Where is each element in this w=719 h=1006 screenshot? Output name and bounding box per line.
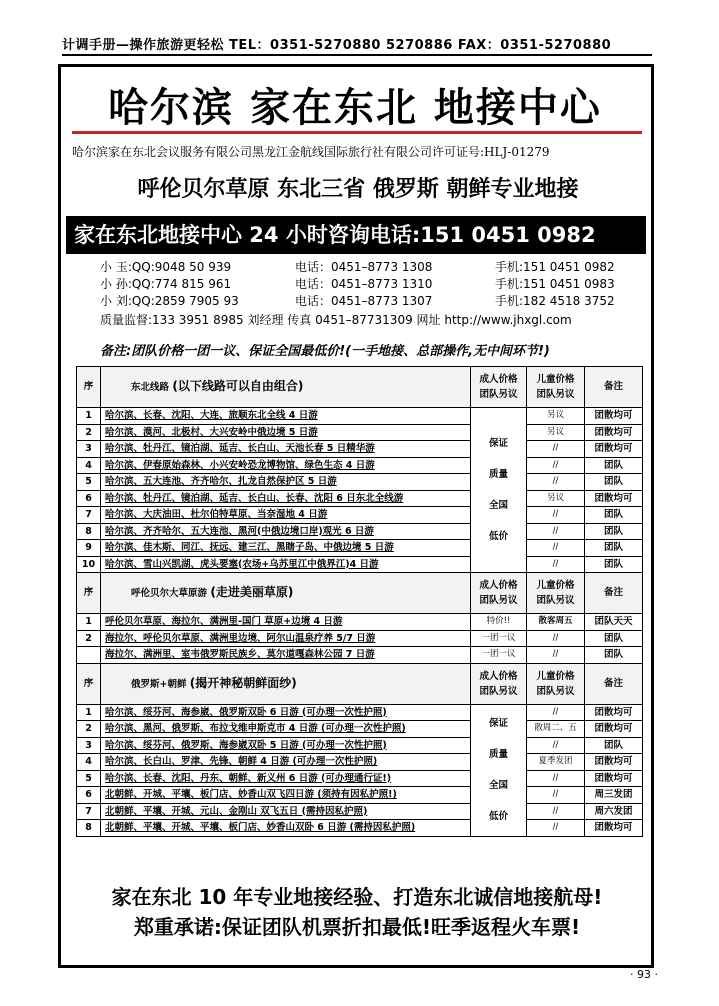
- route-name: 哈尔滨、绥芬河、俄罗斯、海参崴双卧 5 日游 (可办理一次性护照): [101, 737, 471, 754]
- remark-cell: 团队: [585, 647, 643, 664]
- text-label: 保证: [488, 718, 508, 729]
- headline: 哈尔滨 家在东北 地接中心: [108, 85, 602, 131]
- contact-qq: 小 刘:QQ:2859 7905 93: [100, 294, 239, 308]
- route-name: 呼伦贝尔草原、海拉尔、满洲里-国门 草原+边境 4 日游: [101, 614, 471, 631]
- route-name: 哈尔滨、牡丹江、镜泊湖、延吉、长白山、长春、沈阳 6 日东北全线游: [101, 490, 471, 507]
- remark-cell: 团散均可: [585, 408, 643, 425]
- route-name: 哈尔滨、长白山、罗津、先锋、朝鲜 4 日游 (可办理一次性护照): [101, 754, 471, 771]
- contact-row: [100, 275, 660, 292]
- contact-tel: 电话：0451–8773 1310: [295, 277, 433, 291]
- price-cell: 特价!!: [471, 614, 527, 631]
- remark-cell: 团队: [585, 457, 643, 474]
- remark-header: 备注: [585, 573, 643, 614]
- table-row: [77, 507, 643, 524]
- text-label: 儿童价格: [536, 670, 575, 682]
- text-label: (走进美丽草原): [210, 585, 294, 599]
- remark-cell: 团散均可: [585, 490, 643, 507]
- price-cell: //: [527, 737, 585, 754]
- route-name: 哈尔滨、漠河、北极村、大兴安岭中俄边境 5 日游: [101, 424, 471, 441]
- price-cell: //: [527, 787, 585, 804]
- price-cell: //: [527, 704, 585, 721]
- contact-mobile: 手机:151 0451 0983: [495, 277, 615, 291]
- section-header-hulunbuir: [77, 573, 643, 614]
- child-price-header: [527, 663, 585, 704]
- row-number: 4: [77, 457, 101, 474]
- text-label: (以下线路可以自由组合): [172, 379, 304, 393]
- remark-cell: 团队: [585, 737, 643, 754]
- table-row: [77, 540, 643, 557]
- section-header-northeast: [77, 367, 643, 408]
- services-line: 呼伦贝尔草原 东北三省 俄罗斯 朝鲜专业地接: [137, 177, 579, 202]
- routes-table: [76, 366, 643, 837]
- route-name: 哈尔滨、五大连池、齐齐哈尔、扎龙自然保护区 5 日游: [101, 474, 471, 491]
- row-number: 8: [77, 523, 101, 540]
- price-cell: //: [527, 507, 585, 524]
- hotline-bar: 家在东北地接中心 24 小时咨询电话:151 0451 0982: [66, 216, 646, 254]
- top-bar-text: 计调手册—操作旅游更轻松 TEL：0351-5270880 5270886 FAX：0351-5270880: [62, 38, 612, 53]
- price-cell: //: [527, 457, 585, 474]
- table-row: [77, 787, 643, 804]
- remark-cell: 团散均可: [585, 441, 643, 458]
- remark-cell: 团队: [585, 523, 643, 540]
- child-price-header: [527, 573, 585, 614]
- table-row: [77, 474, 643, 491]
- text-label: 团队另议: [536, 685, 575, 697]
- remark-cell: 周六发团: [585, 803, 643, 820]
- remark-cell: 团散均可: [585, 820, 643, 837]
- price-cell: //: [527, 540, 585, 557]
- row-number: 2: [77, 630, 101, 647]
- text-label: 儿童价格: [536, 374, 575, 385]
- top-bar: [62, 34, 652, 54]
- price-cell: 另议: [527, 424, 585, 441]
- price-cell: 另议: [527, 490, 585, 507]
- price-cell: //: [527, 770, 585, 787]
- remark-cell: 团队天天: [585, 614, 643, 631]
- row-number: 3: [77, 737, 101, 754]
- section-title: [101, 367, 471, 408]
- seq-header: 序: [77, 663, 101, 704]
- route-name: 哈尔滨、伊春原始森林、小兴安岭恐龙博物馆、绿色生态 4 日游: [101, 457, 471, 474]
- row-number: 8: [77, 820, 101, 837]
- text-label: 成人价格: [479, 374, 518, 385]
- price-cell: 散客周五: [527, 614, 585, 631]
- text-label: 呼伦贝尔大草原游: [131, 588, 208, 599]
- remark-cell: 团散均可: [585, 770, 643, 787]
- price-cell: 一团一议: [471, 647, 527, 664]
- text-label: 低价: [488, 531, 508, 542]
- remark-cell: 团队: [585, 540, 643, 557]
- price-cell: 散周二、五: [527, 721, 585, 738]
- remark-cell: 团散均可: [585, 721, 643, 738]
- price-cell: //: [527, 523, 585, 540]
- row-number: 3: [77, 441, 101, 458]
- adult-price-header: [471, 663, 527, 704]
- row-number: 9: [77, 540, 101, 557]
- price-cell: //: [527, 630, 585, 647]
- row-number: 6: [77, 490, 101, 507]
- guarantee-block: [471, 704, 527, 836]
- row-number: 1: [77, 408, 101, 425]
- remark-header: 备注: [585, 663, 643, 704]
- remark-cell: 团队: [585, 556, 643, 573]
- route-name: 哈尔滨、黑河、俄罗斯、布拉戈维申斯克市 4 日游 (可办理一次性护照): [101, 721, 471, 738]
- guarantee-block: [471, 408, 527, 573]
- text-label: 质量: [488, 469, 508, 480]
- table-row: [77, 556, 643, 573]
- contact-tel: 电话：0451–8773 1308: [295, 260, 433, 274]
- price-cell: 夏季发团: [527, 754, 585, 771]
- table-row: [77, 803, 643, 820]
- contact-mobile: 手机:182 4518 3752: [495, 294, 615, 308]
- table-row: [77, 704, 643, 721]
- table-row: [77, 408, 643, 425]
- price-note: 备注:团队价格一团一议、保证全国最低价!(一手地接、总部操作,无中间环节!): [100, 344, 550, 359]
- table-row: [77, 754, 643, 771]
- price-cell: //: [527, 556, 585, 573]
- route-name: 哈尔滨、牡丹江、镜泊湖、延吉、长白山、天池长春 5 日精华游: [101, 441, 471, 458]
- page-number: · 93 ·: [630, 968, 658, 981]
- text-label: 团队另议: [479, 595, 518, 606]
- footer-slogan: [72, 882, 642, 942]
- table-row: [77, 770, 643, 787]
- remark-cell: 团队: [585, 507, 643, 524]
- text-label: 团队另议: [536, 389, 575, 400]
- route-name: 北朝鲜、平壤、开城、元山、金刚山 双飞五日 (需持因私护照): [101, 803, 471, 820]
- table-row: [77, 490, 643, 507]
- adult-price-header: [471, 367, 527, 408]
- text-label: 保证: [488, 438, 508, 449]
- supervise-line: 质量监督:133 3951 8985 刘经理 传真 0451–87731309 网址 http://www.jhxgl.com: [100, 313, 572, 327]
- route-name: 哈尔滨、长春、沈阳、丹东、朝鲜、新义州 6 日游 (可办理通行证!): [101, 770, 471, 787]
- contact-tel: 电话：0451–8773 1307: [295, 294, 433, 308]
- route-name: 哈尔滨、大庆油田、杜尔伯特草原、当奈湿地 4 日游: [101, 507, 471, 524]
- text-label: 全国: [488, 500, 508, 511]
- text-label: 全国: [488, 780, 508, 791]
- route-name: 哈尔滨、绥芬河、海参崴、俄罗斯双卧 6 日游 (可办理一次性护照): [101, 704, 471, 721]
- row-number: 4: [77, 754, 101, 771]
- text-label: 东北线路: [131, 382, 170, 393]
- table-row: [77, 630, 643, 647]
- row-number: 2: [77, 721, 101, 738]
- table-row: [77, 523, 643, 540]
- section-title: [101, 663, 471, 704]
- text-label: 质量: [488, 749, 508, 760]
- row-number: 7: [77, 507, 101, 524]
- price-cell: //: [527, 474, 585, 491]
- table-row: [77, 441, 643, 458]
- price-cell: 另议: [527, 408, 585, 425]
- route-name: 哈尔滨、雪山兴凯湖、虎头要塞(农场+乌苏里江中俄界江)4 日游: [101, 556, 471, 573]
- adult-price-header: [471, 573, 527, 614]
- text-label: 团队另议: [479, 389, 518, 400]
- table-row: [77, 647, 643, 664]
- row-number: 2: [77, 424, 101, 441]
- child-price-header: [527, 367, 585, 408]
- text-label: 低价: [488, 811, 508, 822]
- table-row: [77, 820, 643, 837]
- remark-cell: 周三发团: [585, 787, 643, 804]
- route-name: 哈尔滨、长春、沈阳、大连、旅顺东北全线 4 日游: [101, 408, 471, 425]
- route-name: 海拉尔、呼伦贝尔草原、满洲里边境、阿尔山温泉疗养 5/7 日游: [101, 630, 471, 647]
- route-name: 哈尔滨、齐齐哈尔、五大连池、黑河(中俄边境口岸)观光 6 日游: [101, 523, 471, 540]
- row-number: [77, 647, 101, 664]
- contacts: [100, 258, 660, 309]
- remark-cell: 团队: [585, 474, 643, 491]
- license-line: 哈尔滨家在东北会议服务有限公司黑龙江金航线国际旅行社有限公司许可证号:HLJ-01279: [72, 145, 550, 159]
- price-cell: //: [527, 803, 585, 820]
- remark-cell: 团散均可: [585, 754, 643, 771]
- price-cell: 一团一议: [471, 630, 527, 647]
- contact-mobile: 手机:151 0451 0982: [495, 260, 615, 274]
- row-number: 7: [77, 803, 101, 820]
- price-cell: //: [527, 441, 585, 458]
- text-label: 俄罗斯+朝鲜: [131, 678, 187, 690]
- text-label: 团队另议: [536, 595, 575, 606]
- contact-row: [100, 258, 660, 275]
- row-number: 6: [77, 787, 101, 804]
- table-row: [77, 721, 643, 738]
- route-name: 海拉尔、满洲里、室韦俄罗斯民族乡、莫尔道嘎森林公园 7 日游: [101, 647, 471, 664]
- text-label: 成人价格: [479, 670, 518, 682]
- contact-qq: 小 玉:QQ:9048 50 939: [100, 260, 232, 274]
- section-title: [101, 573, 471, 614]
- route-name: 哈尔滨、佳木斯、同江、抚远、建三江、黑瞎子岛、中俄边境 5 日游: [101, 540, 471, 557]
- table-row: [77, 424, 643, 441]
- seq-header: 序: [77, 367, 101, 408]
- route-name: 北朝鲜、平壤、开城、平壤、板门店、妙香山双卧 6 日游 (需持因私护照): [101, 820, 471, 837]
- remark-cell: 团队: [585, 630, 643, 647]
- row-number: 10: [77, 556, 101, 573]
- table-row: [77, 614, 643, 631]
- price-cell: //: [527, 647, 585, 664]
- remark-cell: 团散均可: [585, 424, 643, 441]
- price-cell: //: [527, 820, 585, 837]
- remark-cell: 团散均可: [585, 704, 643, 721]
- text-label: 儿童价格: [536, 580, 575, 591]
- row-number: 1: [77, 704, 101, 721]
- footer-line: 郑重承诺:保证团队机票折扣最低!旺季返程火车票!: [133, 915, 581, 939]
- table-row: [77, 737, 643, 754]
- row-number: 1: [77, 614, 101, 631]
- row-number: 5: [77, 770, 101, 787]
- table-row: [77, 457, 643, 474]
- remark-header: 备注: [585, 367, 643, 408]
- contact-qq: 小 孙:QQ:774 815 961: [100, 277, 232, 291]
- text-label: (揭开神秘朝鲜面纱): [189, 675, 297, 690]
- text-label: 团队另议: [479, 685, 518, 697]
- red-divider: [72, 131, 642, 134]
- route-name: 北朝鲜、开城、平壤、板门店、妙香山双飞四日游 (须持有因私护照!): [101, 787, 471, 804]
- footer-line: 家在东北 10 年专业地接经验、打造东北诚信地接航母!: [111, 885, 603, 909]
- seq-header: 序: [77, 573, 101, 614]
- text-label: 成人价格: [479, 580, 518, 591]
- row-number: 5: [77, 474, 101, 491]
- section-header-russia: [77, 663, 643, 704]
- contact-row: [100, 292, 660, 309]
- top-rule: [62, 54, 652, 56]
